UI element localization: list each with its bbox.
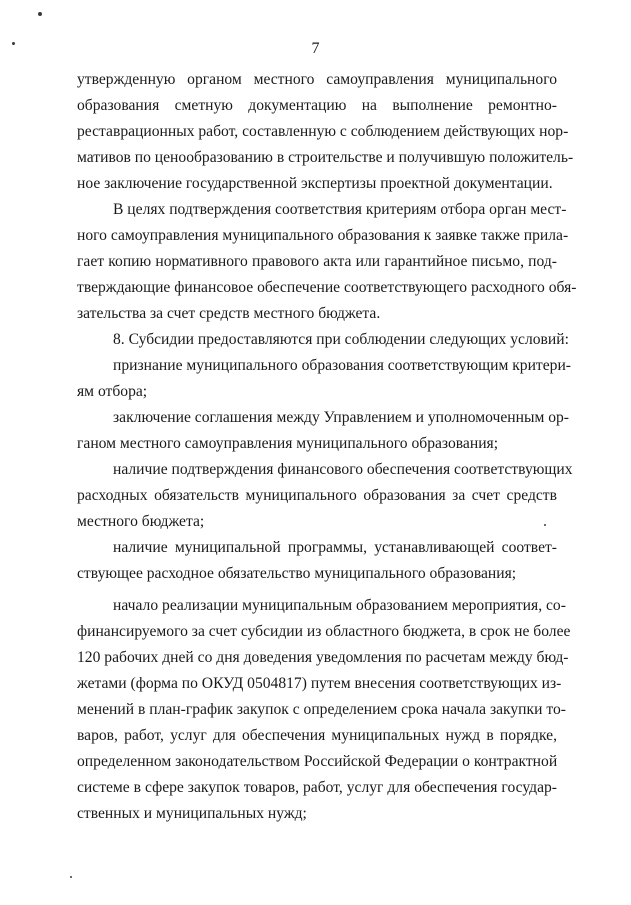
text-line: наличие муниципальной программы, устанавливающей соответ- <box>113 539 557 556</box>
scan-speck <box>38 12 42 16</box>
text-line: финансируемого за счет субсидии из областного бюджета, в срок не более <box>77 623 571 640</box>
text-line: жетами (форма по ОКУД 0504817) путем внесения соответствующих из- <box>77 675 562 692</box>
text-line: заключение соглашения между Управлением и уполномоченным ор- <box>113 409 569 426</box>
text-line: расходных обязательств муниципального образования за счет средств <box>77 487 557 504</box>
text-line: начало реализации муниципальным образованием мероприятия, со- <box>113 597 566 614</box>
text-line: местного бюджета; <box>77 513 205 530</box>
text-line: ное заключение государственной экспертизы проектной документации. <box>77 175 553 192</box>
scan-speck <box>70 876 72 878</box>
text-line: менений в план-график закупок с определением срока начала закупки то- <box>77 701 566 718</box>
text-line: зательства за счет средств местного бюджета. <box>77 305 381 322</box>
scan-speck <box>544 524 546 526</box>
text-line: определенном законодательством Российской Федерации о контрактной <box>77 753 558 770</box>
text-line: наличие подтверждения финансового обеспечения соответствующих <box>113 461 573 478</box>
text-line: реставрационных работ, составленную с соблюдением действующих нор- <box>77 123 569 140</box>
scan-speck <box>12 42 15 45</box>
text-line: образования сметную документацию на выполнение ремонтно- <box>77 97 557 114</box>
text-line: 120 рабочих дней со дня доведения уведомления по расчетам между бюд- <box>77 649 569 666</box>
text-line: ям отбора; <box>77 383 148 400</box>
text-line: ганом местного самоуправления муниципального образования; <box>77 435 499 452</box>
page-number: 7 <box>311 40 320 57</box>
text-line: 8. Субсидии предоставляются при соблюдении следующих условий: <box>113 331 569 348</box>
text-line: утвержденную органом местного самоуправления муниципального <box>77 71 557 88</box>
text-line: признание муниципального образования соответствующим критери- <box>113 357 572 374</box>
text-line: системе в сфере закупок товаров, работ, услуг для обеспечения государ- <box>77 779 557 796</box>
text-line: ствующее расходное обязательство муниципального образования; <box>77 565 517 582</box>
text-line: В целях подтверждения соответствия критериям отбора орган мест- <box>113 201 567 218</box>
text-line: ного самоуправления муниципального образования к заявке также прила- <box>77 227 569 244</box>
text-line: гает копию нормативного правового акта или гарантийное письмо, под- <box>77 253 557 270</box>
text-line: мативов по ценообразованию в строительстве и получившую положитель- <box>77 149 574 166</box>
text-line: ственных и муниципальных нужд; <box>77 805 307 822</box>
text-line: варов, работ, услуг для обеспечения муниципальных нужд в порядке, <box>77 727 557 744</box>
text-line: тверждающие финансовое обеспечение соответствующего расходного обя- <box>77 279 577 296</box>
